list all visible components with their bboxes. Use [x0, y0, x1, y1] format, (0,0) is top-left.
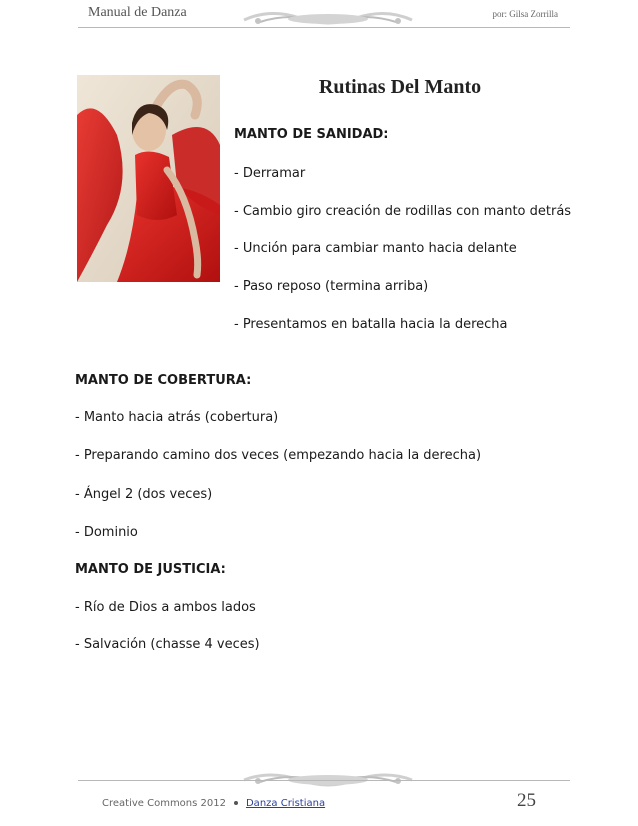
page-title: Rutinas Del Manto	[318, 76, 482, 98]
section-sanidad-heading: MANTO DE SANIDAD:	[234, 127, 389, 142]
header-author: por: Gilsa Zorrilla	[492, 9, 558, 19]
list-item: - Derramar	[234, 166, 306, 181]
section-justicia-heading: MANTO DE JUSTICIA:	[75, 562, 226, 577]
list-item: - Cambio giro creación de rodillas con manto detrás	[234, 204, 572, 219]
list-item: - Ángel 2 (dos veces)	[75, 487, 213, 502]
section-cobertura-heading: MANTO DE COBERTURA:	[75, 373, 252, 388]
footer-link[interactable]: Danza Cristiana	[245, 798, 326, 809]
bullet-icon	[234, 801, 238, 805]
footer-rule	[78, 780, 570, 781]
page-number: 25	[517, 790, 536, 811]
footer-license: Creative Commons 2012	[102, 798, 226, 809]
list-item: - Unción para cambiar manto hacia delante	[234, 241, 517, 256]
list-item: - Presentamos en batalla hacia la derecha	[234, 317, 508, 332]
dancer-photo	[77, 75, 220, 282]
footer-text	[102, 798, 325, 809]
list-item: - Salvación (chasse 4 veces)	[75, 637, 260, 652]
list-item: - Preparando camino dos veces (empezando hacia la derecha)	[75, 448, 482, 463]
list-item: - Dominio	[75, 525, 138, 540]
header-rule	[78, 27, 570, 28]
list-item: - Paso reposo (termina arriba)	[234, 279, 429, 294]
header-title: Manual de Danza	[88, 5, 187, 20]
list-item: - Río de Dios a ambos lados	[75, 600, 256, 615]
list-item: - Manto hacia atrás (cobertura)	[75, 410, 279, 425]
